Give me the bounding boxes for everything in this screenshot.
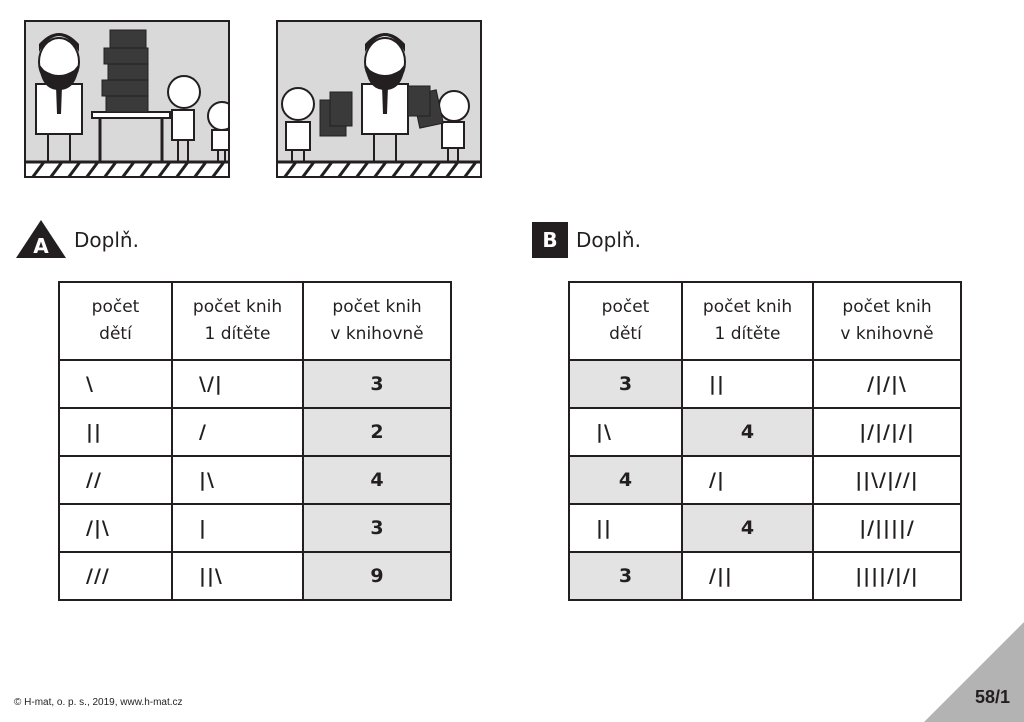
tally-cell: /| (682, 456, 813, 504)
header-books-in-library: počet knih v knihovně (303, 282, 451, 360)
table-header-row (569, 282, 961, 360)
tally-cell: || (682, 360, 813, 408)
tally-cell: // (59, 456, 172, 504)
table-row (59, 456, 451, 504)
table-row (59, 552, 451, 600)
tally-cell: /|/|\ (813, 360, 961, 408)
table-row (569, 408, 961, 456)
header-children-count: počet dětí (59, 282, 172, 360)
copyright-footer: © H-mat, o. p. s., 2019, www.h-mat.cz (14, 697, 183, 708)
task-b-heading (532, 222, 641, 258)
header-children-count: počet dětí (569, 282, 682, 360)
header-books-in-library: počet knih v knihovně (813, 282, 961, 360)
task-b-table (568, 281, 962, 601)
tally-cell: /// (59, 552, 172, 600)
table-row (569, 552, 961, 600)
tally-cell: ||||/|/| (813, 552, 961, 600)
number-cell: 3 (303, 360, 451, 408)
tally-cell: |\ (172, 456, 303, 504)
table-row (59, 504, 451, 552)
tally-cell: \/| (172, 360, 303, 408)
task-a-table (58, 281, 452, 601)
tally-cell: |/||||/ (813, 504, 961, 552)
page-number: 58/1 (974, 687, 1010, 707)
task-b-title: Doplň. (576, 228, 641, 252)
task-a-heading (16, 220, 139, 260)
tally-cell: / (172, 408, 303, 456)
tally-cell: | (172, 504, 303, 552)
table-header-row (59, 282, 451, 360)
tally-cell: || (59, 408, 172, 456)
task-a-title: Doplň. (74, 228, 139, 252)
task-a-badge-triangle-icon (16, 220, 66, 260)
number-cell: 2 (303, 408, 451, 456)
table-row (59, 408, 451, 456)
number-cell: 3 (569, 552, 682, 600)
number-cell: 4 (682, 504, 813, 552)
tally-cell: |/|/|/| (813, 408, 961, 456)
tally-cell: /|| (682, 552, 813, 600)
tally-cell: ||\/|//| (813, 456, 961, 504)
tally-cell: ||\ (172, 552, 303, 600)
children-returning-books-image (278, 22, 482, 178)
task-b-badge: B (532, 222, 568, 258)
number-cell: 4 (303, 456, 451, 504)
illustration-right (276, 20, 482, 178)
header-books-per-child: počet knih 1 dítěte (172, 282, 303, 360)
number-cell: 9 (303, 552, 451, 600)
table-row (569, 504, 961, 552)
number-cell: 3 (303, 504, 451, 552)
number-cell: 4 (682, 408, 813, 456)
header-books-per-child: počet knih 1 dítěte (682, 282, 813, 360)
table-row (569, 360, 961, 408)
number-cell: 4 (569, 456, 682, 504)
task-a-letter: A (33, 234, 49, 258)
tally-cell: || (569, 504, 682, 552)
table-row (569, 456, 961, 504)
number-cell: 3 (569, 360, 682, 408)
table-row (59, 360, 451, 408)
tally-cell: /|\ (59, 504, 172, 552)
illustration-left (24, 20, 230, 178)
tally-cell: \ (59, 360, 172, 408)
teacher-and-children-with-books-image (26, 22, 230, 178)
tally-cell: |\ (569, 408, 682, 456)
